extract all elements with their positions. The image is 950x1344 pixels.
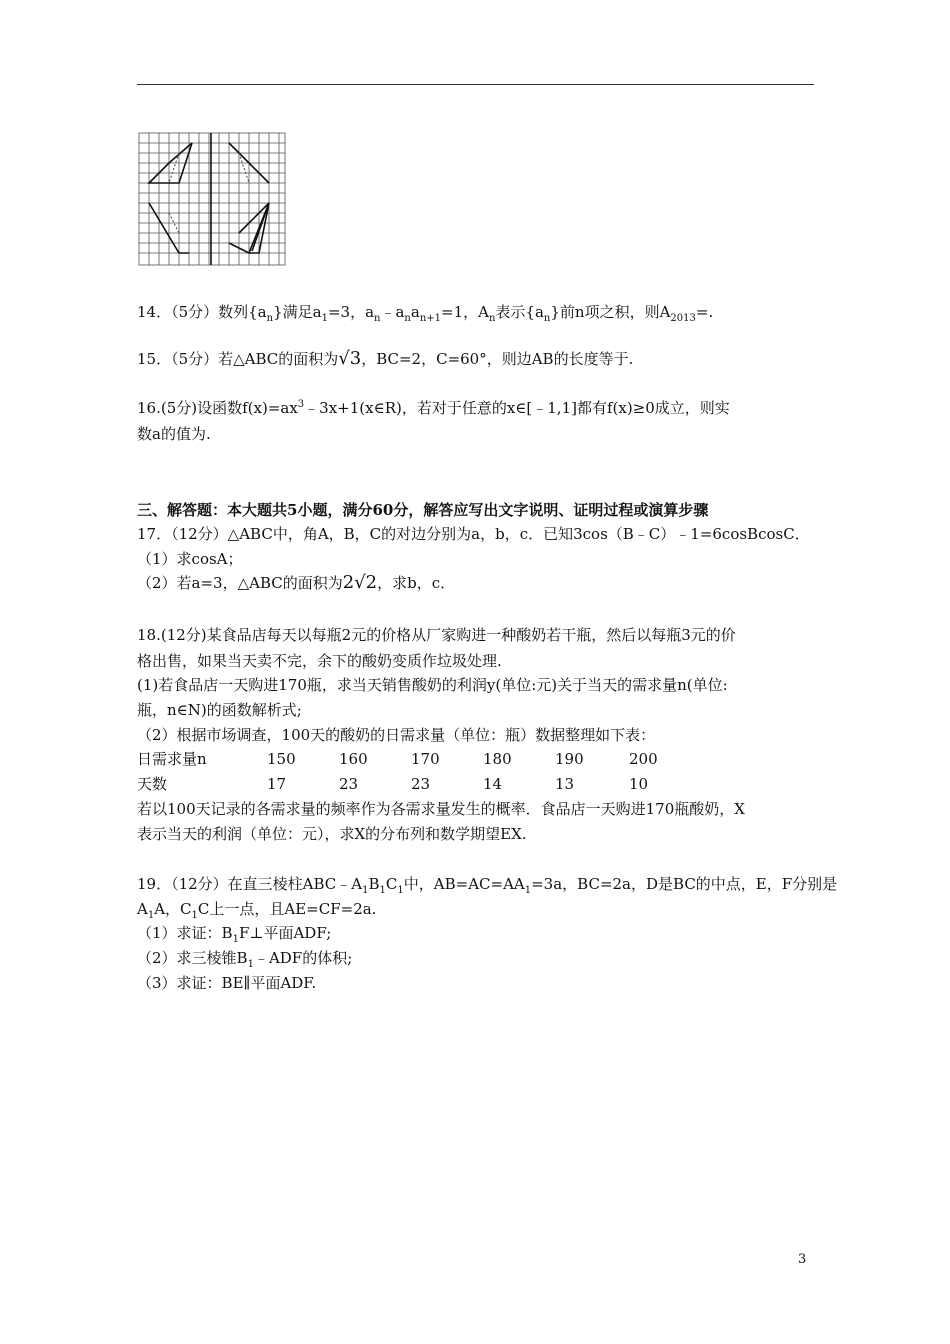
question-17-line-3: [137, 573, 455, 593]
q15-text: 15．（5分）若△ABC的面积为: [137, 350, 339, 368]
q17-text: ，求b，c．: [377, 574, 456, 592]
table-cell: 10: [629, 775, 649, 793]
question-18-line-6: 若以100天记录的各需求量的频率作为各需求量发生的概率．食品店一天购进170瓶酸奶，X: [137, 800, 745, 818]
q19-text: C上一点，且AE=CF=2a.: [197, 900, 377, 918]
q19-text: =3a，BC=2a，D是BC的中点，E，F分别是: [531, 875, 838, 893]
subscript: 1: [232, 934, 239, 945]
q14-text: 14．（5分）数列{a: [137, 303, 267, 321]
q19-text: B: [368, 875, 380, 893]
question-14: [137, 302, 713, 322]
section-3-title: 三、解答题：本大题共5小题，满分60分，解答应写出文字说明、证明过程或演算步骤: [137, 501, 709, 519]
q14-text: =1，A: [441, 303, 489, 321]
question-18-line-1: 18.(12分)某食品店每天以每瓶2元的价格从厂家购进一种酸奶若干瓶，然后以每瓶3元的价: [137, 626, 736, 644]
q19-text: A: [137, 900, 148, 918]
subscript: n: [266, 313, 274, 324]
q14-text: =3，a: [327, 303, 375, 321]
subscript: 1: [191, 910, 198, 921]
q19-text: ﹣ADF的体积;: [253, 949, 353, 967]
subscript: 2013: [670, 313, 696, 324]
q19-text: F⊥平面ADF;: [238, 924, 332, 942]
subscript: 1: [147, 910, 155, 921]
table-cell: 180: [483, 750, 512, 768]
table-cell: 23: [411, 775, 431, 793]
table-label: 日需求量n: [137, 750, 207, 768]
q19-text: （2）求三棱锥B: [137, 949, 248, 967]
subscript: 1: [379, 885, 386, 896]
q19-text: C: [385, 875, 398, 893]
question-17-line-1: 17．（12分）△ABC中，角A，B，C的对边分别为a，b，c．已知3cos（B﹣C）﹣1=6cosBcosC．: [137, 525, 810, 543]
subscript: 1: [397, 885, 404, 896]
page-number: 3: [798, 1252, 807, 1267]
question-19-line-5: （3）求证：BE∥平面ADF.: [137, 974, 317, 992]
question-19-line-3: [137, 923, 331, 943]
question-19-line-1: [137, 874, 837, 894]
q19-text: A，C: [154, 900, 192, 918]
table-cell: 170: [411, 750, 440, 768]
q15-text: ，BC=2，C=60°，则边AB的长度等于.: [361, 350, 634, 368]
two-sqrt-2-formula: 2√2: [342, 572, 378, 593]
subscript: 1: [321, 313, 328, 324]
table-cell: 160: [339, 750, 368, 768]
subscript: n: [543, 313, 551, 324]
q19-text: 19．（12分）在直三棱柱ABC﹣A: [137, 875, 363, 893]
question-18-line-7: 表示当天的利润（单位：元），求X的分布列和数学期望EX.: [137, 825, 527, 843]
subscript: n+1: [419, 313, 442, 324]
question-16-line-1: [137, 398, 730, 418]
q14-text: }满足a: [273, 303, 322, 321]
table-label: 天数: [137, 775, 168, 793]
three-view-grid-figure: [137, 131, 287, 267]
question-17-line-2: （1）求cosA；: [137, 550, 243, 568]
table-cell: 23: [339, 775, 359, 793]
subscript: 1: [247, 959, 254, 970]
q16-text: 16.(5分)设函数f(x)=ax: [137, 399, 298, 417]
q14-text: a: [410, 303, 420, 321]
q14-text: }前n项之积，则A: [550, 303, 671, 321]
table-cell: 190: [555, 750, 584, 768]
subscript: n: [488, 313, 496, 324]
q19-text: （1）求证：B: [137, 924, 233, 942]
question-16-line-2: 数a的值为.: [137, 425, 211, 443]
q14-text: ﹣a: [380, 303, 405, 321]
sqrt-3-formula: √3: [338, 348, 362, 369]
question-18-line-2: 格出售，如果当天卖不完，余下的酸奶变质作垃圾处理.: [137, 652, 502, 670]
table-cell: 17: [267, 775, 287, 793]
question-19-line-4: [137, 948, 352, 968]
subscript: 1: [524, 885, 532, 896]
q17-text: （2）若a=3，△ABC的面积为: [137, 574, 343, 592]
q16-text: ﹣3x+1(x∈R)，若对于任意的x∈[﹣1,1]都有f(x)≥0成立，则实: [304, 399, 730, 417]
table-cell: 14: [483, 775, 503, 793]
q19-text: 中，AB=AC=AA: [403, 875, 525, 893]
header-rule: [137, 84, 814, 85]
table-cell: 200: [629, 750, 658, 768]
q14-text: =.: [695, 303, 714, 321]
question-19-line-2: [137, 899, 376, 919]
subscript: n: [404, 313, 411, 324]
question-18-line-5: （2）根据市场调查，100天的酸奶的日需求量（单位：瓶）数据整理如下表：: [137, 726, 656, 744]
subscript: n: [374, 313, 381, 324]
question-18-line-3: (1)若食品店一天购进170瓶，求当天销售酸奶的利润y(单位:元)关于当天的需求量n(单位:: [137, 676, 728, 694]
subscript: 1: [362, 885, 369, 896]
table-cell: 13: [555, 775, 575, 793]
superscript: 3: [297, 399, 305, 410]
table-cell: 150: [267, 750, 296, 768]
q14-text: 表示{a: [495, 303, 544, 321]
question-15: [137, 349, 633, 369]
question-18-line-4: 瓶，n∈N)的函数解析式;: [137, 701, 302, 719]
